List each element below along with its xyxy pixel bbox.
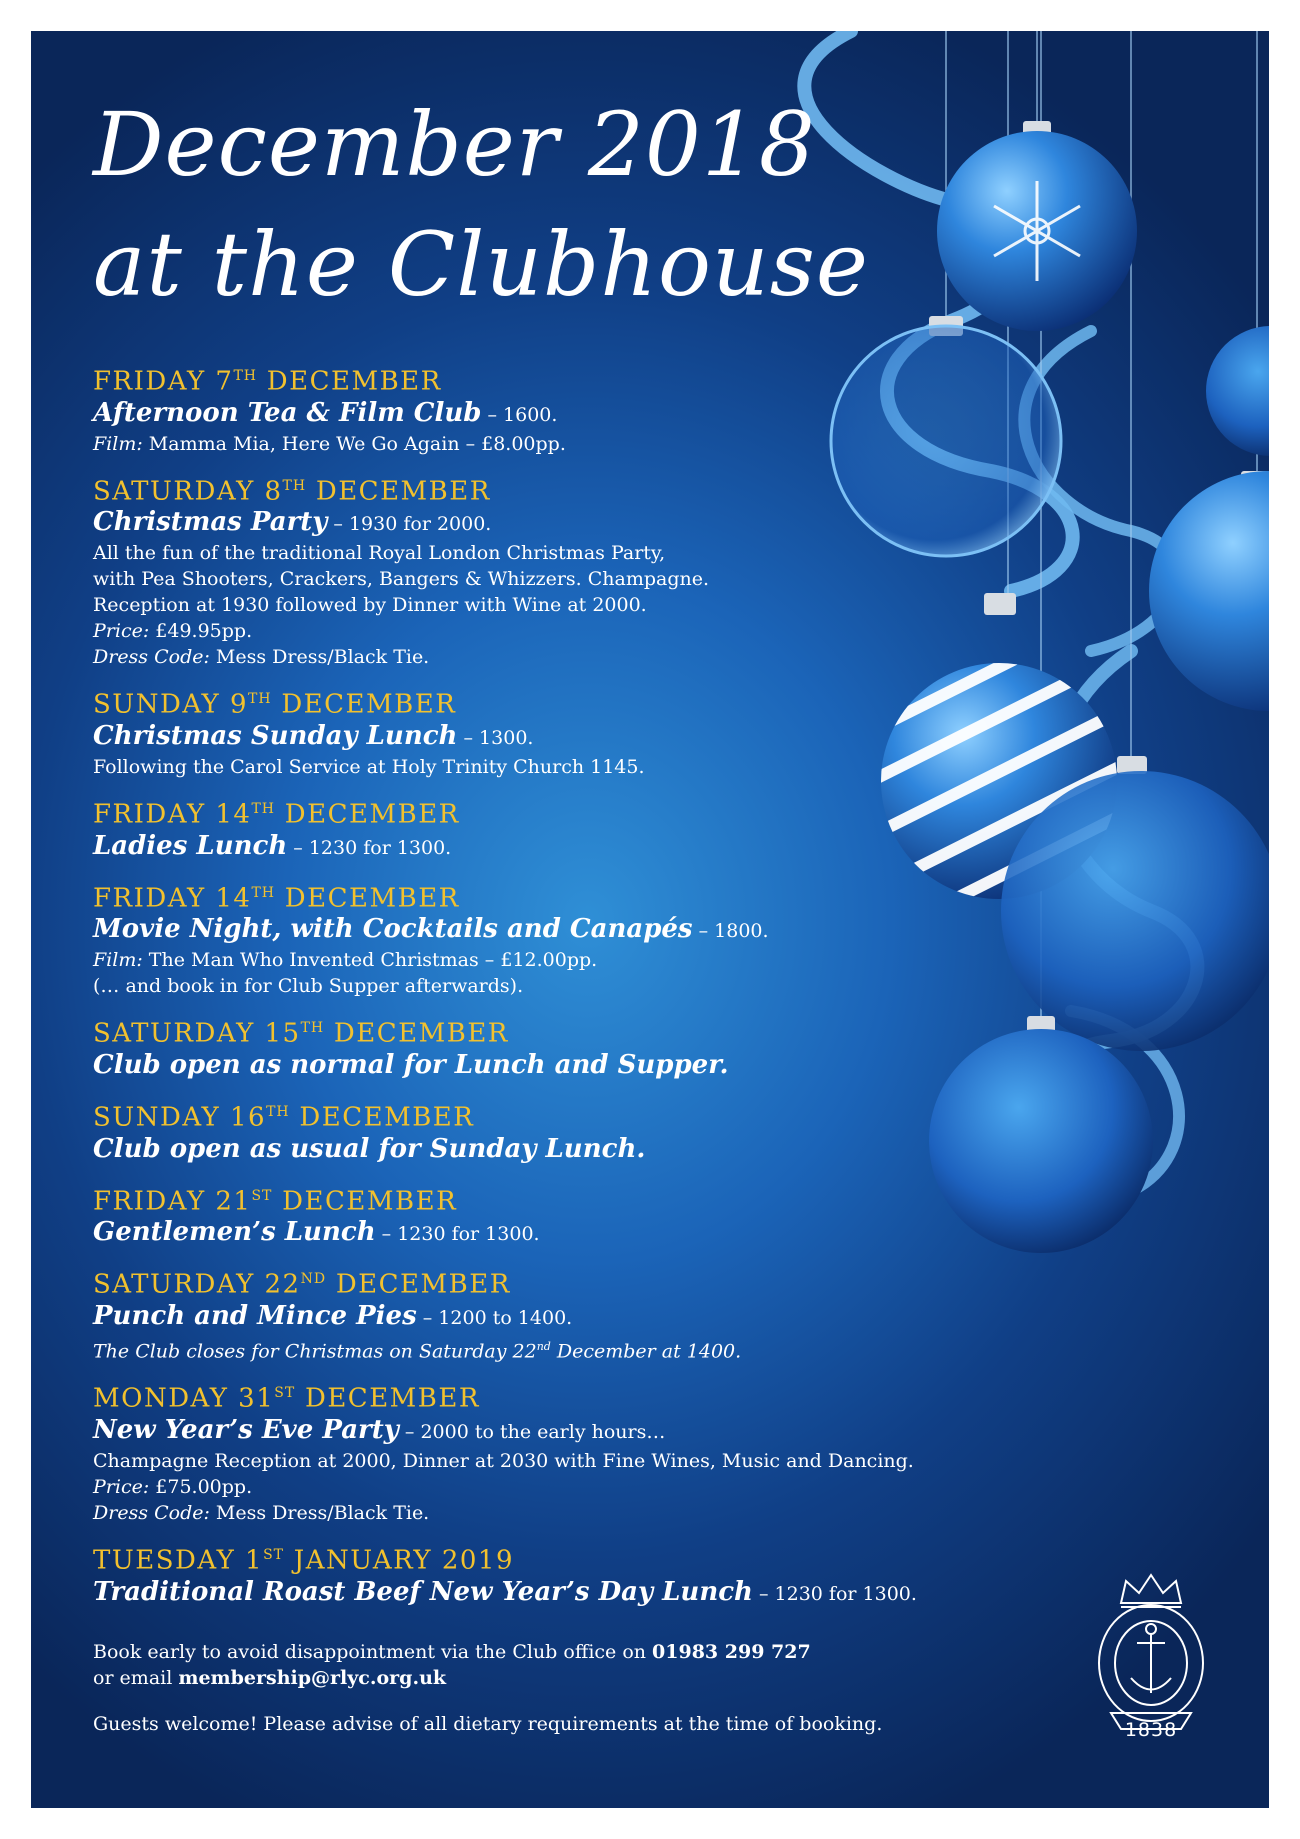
event-detail-line — [93, 431, 1093, 457]
event-name: Club open as normal for Lunch and Supper. — [93, 1049, 729, 1080]
event-date-suffix: TH — [251, 800, 276, 817]
event-name: Gentlemen’s Lunch — [93, 1217, 376, 1248]
event-date-day: SATURDAY 8 — [93, 476, 283, 507]
event-date — [93, 684, 1093, 720]
event-heading — [93, 1049, 1093, 1083]
event-detail-text: The Man Who Invented Christmas – £12.00pp. — [142, 949, 598, 972]
event-date-suffix: ST — [274, 1385, 296, 1402]
event-date-suffix: TH — [266, 1103, 290, 1120]
event-date-day: FRIDAY 7 — [93, 366, 234, 397]
event-date-month: DECEMBER — [324, 1018, 509, 1049]
event-date-suffix: TH — [282, 477, 307, 494]
event-date-month: DECEMBER — [271, 689, 457, 720]
event-time: – 1600. — [481, 403, 558, 426]
event-date — [93, 361, 1093, 397]
event-date-day: FRIDAY 21 — [93, 1186, 252, 1217]
event-heading — [93, 1216, 1093, 1250]
event-time: – 2000 to the early hours… — [398, 1420, 666, 1443]
event-detail-text: (… and book in for Club Supper afterwards). — [93, 975, 524, 998]
event-detail-text: Mess Dress/Black Tie. — [209, 646, 430, 669]
event-date-day: TUESDAY 1 — [93, 1545, 264, 1576]
event-detail-label: Dress Code: — [93, 646, 210, 669]
event-heading — [93, 506, 1093, 540]
event-name: Movie Night, with Cocktails and Canapés — [93, 914, 693, 945]
event-detail-line — [93, 566, 1093, 592]
event-heading — [93, 1414, 1093, 1448]
event-item — [93, 1378, 1093, 1526]
event-item — [93, 684, 1093, 780]
event-time: – 1230 for 1300. — [752, 1582, 917, 1605]
event-item — [93, 1181, 1093, 1251]
event-detail-line — [93, 618, 1093, 644]
event-detail-line — [93, 1448, 1093, 1474]
event-date-month: JANUARY 2019 — [284, 1545, 515, 1576]
event-time: – 1200 to 1400. — [416, 1306, 573, 1329]
event-date-day: SUNDAY 16 — [93, 1102, 267, 1133]
event-detail-line — [93, 644, 1093, 670]
event-date — [93, 1181, 1093, 1217]
event-detail-line — [93, 592, 1093, 618]
event-item — [93, 1097, 1093, 1167]
booking-info — [93, 1639, 811, 1691]
event-name: Afternoon Tea & Film Club — [93, 397, 482, 428]
event-name: Christmas Party — [93, 507, 328, 538]
event-item — [93, 471, 1093, 671]
event-heading — [93, 1133, 1093, 1167]
closure-note — [93, 1334, 1093, 1364]
event-item — [93, 878, 1093, 1000]
event-date-day: MONDAY 31 — [93, 1383, 275, 1414]
event-date-day: SATURDAY 22 — [93, 1269, 301, 1300]
poster — [31, 31, 1269, 1808]
event-date — [93, 878, 1093, 914]
closure-note-suffix: nd — [536, 1339, 551, 1353]
event-date-month: DECEMBER — [295, 1383, 480, 1414]
event-date-month: DECEMBER — [275, 799, 460, 830]
event-date-suffix: TH — [233, 368, 257, 384]
guests-note: Guests welcome! Please advise of all dietary requirements at the time of booking. — [93, 1713, 883, 1735]
event-date-month: DECEMBER — [272, 1186, 458, 1217]
event-detail-line — [93, 540, 1093, 566]
event-heading — [93, 1576, 1093, 1610]
event-date-suffix: TH — [248, 691, 272, 708]
event-item — [93, 1264, 1093, 1364]
event-name: Christmas Sunday Lunch — [93, 720, 458, 751]
event-date-month: DECEMBER — [275, 883, 460, 914]
event-detail-text: Champagne Reception at 2000, Dinner at 2030 with Fine Wines, Music and Dancing. — [93, 1449, 914, 1472]
event-item — [93, 1540, 1093, 1610]
booking-phone[interactable]: 01983 299 727 — [652, 1641, 811, 1663]
event-name: Punch and Mince Pies — [93, 1300, 417, 1331]
event-detail-label: Film: — [93, 949, 143, 972]
event-date-day: FRIDAY 14 — [93, 799, 252, 830]
event-detail-text: Reception at 1930 followed by Dinner with Wine at 2000. — [93, 594, 647, 617]
event-date — [93, 1097, 1093, 1133]
event-detail-label: Price: — [93, 620, 150, 643]
event-date-month: DECEMBER — [326, 1269, 511, 1300]
event-date — [93, 1378, 1093, 1414]
event-date-day: SATURDAY 15 — [93, 1018, 301, 1049]
event-heading — [93, 913, 1093, 947]
event-time: – 1800. — [692, 920, 769, 943]
event-name: New Year’s Eve Party — [93, 1414, 399, 1445]
event-date-suffix: ND — [300, 1271, 327, 1288]
event-name: Ladies Lunch — [93, 830, 288, 861]
event-date — [93, 1264, 1093, 1300]
event-detail-label: Dress Code: — [93, 1501, 210, 1524]
event-detail-label: Price: — [93, 1475, 150, 1498]
event-name: Club open as usual for Sunday Lunch. — [93, 1133, 646, 1164]
event-name: Traditional Roast Beef New Year’s Day Lunch — [93, 1576, 753, 1607]
events-list — [93, 361, 1093, 1624]
event-date-suffix: ST — [263, 1546, 285, 1563]
event-detail-text: with Pea Shooters, Crackers, Bangers & Whizzers. Champagne. — [93, 568, 710, 591]
event-time: – 1230 for 1300. — [287, 836, 452, 859]
event-detail-text: £49.95pp. — [149, 620, 253, 643]
event-time: – 1300. — [457, 726, 534, 749]
booking-text: Book early to avoid disappointment via the Club office on — [93, 1641, 653, 1663]
event-date — [93, 1013, 1093, 1049]
event-date-suffix: TH — [251, 884, 276, 901]
event-heading — [93, 397, 1093, 431]
event-detail-text: All the fun of the traditional Royal London Christmas Party, — [93, 542, 666, 565]
event-item — [93, 1013, 1093, 1083]
event-detail-text: Following the Carol Service at Holy Trinity Church 1145. — [93, 755, 645, 778]
event-heading — [93, 830, 1093, 864]
event-date-day: FRIDAY 14 — [93, 883, 252, 914]
event-detail-line — [93, 1474, 1093, 1500]
event-date-month: DECEMBER — [306, 476, 491, 507]
event-date — [93, 794, 1093, 830]
event-date-month: DECEMBER — [256, 366, 442, 397]
event-detail-label: Film: — [93, 432, 143, 455]
crest-year: 1838 — [1124, 1719, 1178, 1741]
booking-email[interactable]: membership@rlyc.org.uk — [178, 1667, 447, 1689]
event-heading — [93, 1300, 1093, 1334]
event-date — [93, 471, 1093, 507]
event-date-suffix: ST — [251, 1187, 273, 1204]
event-item — [93, 361, 1093, 457]
event-detail-line — [93, 1500, 1093, 1526]
event-detail-line — [93, 973, 1093, 999]
bauble-icon — [1149, 326, 1269, 711]
event-date-month: DECEMBER — [289, 1102, 475, 1133]
event-detail-text: Mamma Mia, Here We Go Again – £8.00pp. — [142, 432, 566, 455]
page-title-line-1: December 2018 — [93, 93, 816, 196]
event-date — [93, 1540, 1093, 1576]
event-date-day: SUNDAY 9 — [93, 689, 249, 720]
event-detail-line — [93, 947, 1093, 973]
page-title-line-2: at the Clubhouse — [93, 213, 869, 316]
booking-email-text: or email — [93, 1667, 179, 1689]
closure-note-end: December at 1400. — [550, 1340, 742, 1363]
event-heading — [93, 720, 1093, 754]
closure-note-text: The Club closes for Christmas on Saturday 22 — [93, 1340, 537, 1363]
event-item — [93, 794, 1093, 864]
event-date-suffix: TH — [300, 1020, 325, 1037]
event-detail-text: Mess Dress/Black Tie. — [209, 1501, 430, 1524]
event-time: – 1230 for 1300. — [375, 1223, 540, 1246]
event-time: – 1930 for 2000. — [327, 513, 492, 536]
event-detail-text: £75.00pp. — [149, 1475, 253, 1498]
event-detail-line — [93, 754, 1093, 780]
